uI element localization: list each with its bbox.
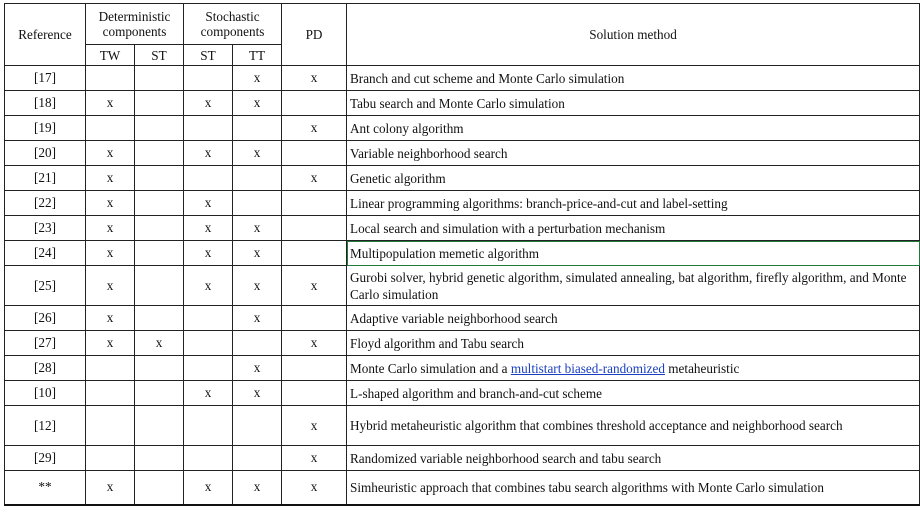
- cell-st-deterministic[interactable]: [135, 191, 184, 216]
- cell-st-stochastic[interactable]: [184, 116, 233, 141]
- cell-tw[interactable]: x: [86, 216, 135, 241]
- table-row: [5, 266, 920, 306]
- cell-reference[interactable]: [29]: [5, 446, 86, 471]
- cell-st-deterministic[interactable]: [135, 356, 184, 381]
- cell-solution-method[interactable]: Adaptive variable neighborhood search: [347, 306, 920, 331]
- cell-tt[interactable]: x: [233, 241, 282, 266]
- header-deterministic-components[interactable]: Deterministic components: [86, 4, 184, 45]
- cell-st-deterministic[interactable]: [135, 241, 184, 266]
- cell-solution-method[interactable]: Floyd algorithm and Tabu search: [347, 331, 920, 356]
- table-row: [5, 66, 920, 91]
- method-text-before-link: Monte Carlo simulation and a: [350, 360, 511, 376]
- cell-st-stochastic[interactable]: [184, 166, 233, 191]
- cell-reference[interactable]: [26]: [5, 306, 86, 331]
- cell-pd[interactable]: x: [282, 471, 347, 505]
- table-row: [5, 141, 920, 166]
- cell-reference[interactable]: [19]: [5, 116, 86, 141]
- hyperlink-multistart[interactable]: multistart biased-randomized: [510, 360, 665, 376]
- cell-st-stochastic[interactable]: x: [184, 91, 233, 116]
- header-pd[interactable]: PD: [282, 4, 347, 66]
- cell-reference[interactable]: [12]: [5, 406, 86, 446]
- cell-st-deterministic[interactable]: x: [135, 331, 184, 356]
- table-row: [5, 471, 920, 505]
- cell-solution-method[interactable]: [347, 356, 920, 381]
- header-tw[interactable]: TW: [86, 45, 135, 66]
- cell-tt[interactable]: [233, 166, 282, 191]
- selected-cell-solution-method[interactable]: Multipopulation memetic algorithm: [347, 241, 920, 266]
- cell-tt[interactable]: [233, 446, 282, 471]
- cell-tt[interactable]: x: [233, 306, 282, 331]
- method-text-after-link: metaheuristic: [665, 360, 740, 376]
- cell-solution-method[interactable]: Randomized variable neighborhood search and tabu search: [347, 446, 920, 471]
- literature-comparison-table: [4, 3, 920, 506]
- cell-st-stochastic[interactable]: [184, 66, 233, 91]
- cell-reference[interactable]: [10]: [5, 381, 86, 406]
- cell-tw[interactable]: x: [86, 191, 135, 216]
- cell-solution-method[interactable]: Branch and cut scheme and Monte Carlo simulation: [347, 66, 920, 91]
- cell-pd[interactable]: x: [282, 266, 347, 306]
- cell-solution-method[interactable]: Ant colony algorithm: [347, 116, 920, 141]
- cell-pd[interactable]: x: [282, 116, 347, 141]
- cell-st-stochastic[interactable]: [184, 446, 233, 471]
- cell-tw[interactable]: [86, 116, 135, 141]
- cell-pd[interactable]: x: [282, 166, 347, 191]
- cell-st-stochastic[interactable]: [184, 306, 233, 331]
- cell-tt[interactable]: [233, 406, 282, 446]
- header-reference[interactable]: Reference: [5, 4, 86, 66]
- cell-st-stochastic[interactable]: x: [184, 141, 233, 166]
- cell-tw[interactable]: [86, 381, 135, 406]
- cell-st-stochastic[interactable]: x: [184, 471, 233, 505]
- cell-tt[interactable]: x: [233, 266, 282, 306]
- cell-pd[interactable]: x: [282, 406, 347, 446]
- table-row: [5, 191, 920, 216]
- cell-reference[interactable]: [21]: [5, 166, 86, 191]
- cell-reference[interactable]: [20]: [5, 141, 86, 166]
- cell-st-deterministic[interactable]: [135, 266, 184, 306]
- header-st-deterministic[interactable]: ST: [135, 45, 184, 66]
- cell-reference[interactable]: [17]: [5, 66, 86, 91]
- cell-st-deterministic[interactable]: [135, 91, 184, 116]
- cell-tt[interactable]: x: [233, 356, 282, 381]
- cell-pd[interactable]: [282, 241, 347, 266]
- cell-tw[interactable]: [86, 356, 135, 381]
- table-row: [5, 241, 920, 266]
- cell-st-deterministic[interactable]: [135, 166, 184, 191]
- cell-st-stochastic[interactable]: [184, 331, 233, 356]
- cell-tt[interactable]: x: [233, 66, 282, 91]
- cell-reference[interactable]: [22]: [5, 191, 86, 216]
- cell-solution-method[interactable]: L-shaped algorithm and branch-and-cut scheme: [347, 381, 920, 406]
- cell-solution-method[interactable]: Simheuristic approach that combines tabu search algorithms with Monte Carlo simulation: [347, 471, 920, 505]
- cell-tt[interactable]: [233, 191, 282, 216]
- table-row: [5, 166, 920, 191]
- cell-tw[interactable]: x: [86, 266, 135, 306]
- cell-pd[interactable]: [282, 356, 347, 381]
- cell-reference[interactable]: **: [5, 471, 86, 505]
- cell-st-deterministic[interactable]: [135, 471, 184, 505]
- cell-tw[interactable]: x: [86, 306, 135, 331]
- cell-pd[interactable]: x: [282, 66, 347, 91]
- cell-pd[interactable]: [282, 381, 347, 406]
- cell-tw[interactable]: x: [86, 471, 135, 505]
- cell-st-deterministic[interactable]: [135, 306, 184, 331]
- table-row: [5, 306, 920, 331]
- cell-reference[interactable]: [24]: [5, 241, 86, 266]
- cell-solution-method[interactable]: Variable neighborhood search: [347, 141, 920, 166]
- cell-st-stochastic[interactable]: x: [184, 216, 233, 241]
- table-row: [5, 91, 920, 116]
- header-st-stochastic[interactable]: ST: [184, 45, 233, 66]
- table-row: [5, 406, 920, 446]
- cell-reference[interactable]: [28]: [5, 356, 86, 381]
- cell-pd[interactable]: [282, 306, 347, 331]
- cell-tw[interactable]: x: [86, 141, 135, 166]
- cell-tw[interactable]: x: [86, 241, 135, 266]
- table-row: [5, 356, 920, 381]
- cell-pd[interactable]: x: [282, 331, 347, 356]
- cell-solution-method[interactable]: Local search and simulation with a perturbation mechanism: [347, 216, 920, 241]
- cell-st-deterministic[interactable]: [135, 116, 184, 141]
- cell-pd[interactable]: [282, 91, 347, 116]
- cell-st-stochastic[interactable]: x: [184, 381, 233, 406]
- cell-st-deterministic[interactable]: [135, 446, 184, 471]
- cell-tw[interactable]: x: [86, 91, 135, 116]
- cell-reference[interactable]: [18]: [5, 91, 86, 116]
- cell-st-deterministic[interactable]: [135, 141, 184, 166]
- table-row: [5, 216, 920, 241]
- cell-tw[interactable]: x: [86, 166, 135, 191]
- cell-pd[interactable]: [282, 141, 347, 166]
- cell-st-deterministic[interactable]: [135, 406, 184, 446]
- cell-solution-method[interactable]: Linear programming algorithms: branch-price-and-cut and label-setting: [347, 191, 920, 216]
- cell-st-deterministic[interactable]: [135, 216, 184, 241]
- cell-tt[interactable]: x: [233, 91, 282, 116]
- table-row: [5, 446, 920, 471]
- cell-tw[interactable]: [86, 66, 135, 91]
- cell-solution-method[interactable]: Tabu search and Monte Carlo simulation: [347, 91, 920, 116]
- cell-reference[interactable]: [23]: [5, 216, 86, 241]
- cell-tt[interactable]: x: [233, 381, 282, 406]
- cell-reference[interactable]: [27]: [5, 331, 86, 356]
- cell-tw[interactable]: x: [86, 331, 135, 356]
- table-row: [5, 381, 920, 406]
- cell-pd[interactable]: [282, 191, 347, 216]
- cell-pd[interactable]: [282, 216, 347, 241]
- cell-st-stochastic[interactable]: [184, 356, 233, 381]
- cell-tt[interactable]: [233, 331, 282, 356]
- header-solution-method[interactable]: Solution method: [347, 4, 920, 66]
- cell-reference[interactable]: [25]: [5, 266, 86, 306]
- header-stochastic-components[interactable]: Stochastic components: [184, 4, 282, 45]
- cell-tw[interactable]: [86, 406, 135, 446]
- cell-st-stochastic[interactable]: x: [184, 191, 233, 216]
- cell-solution-method[interactable]: Hybrid metaheuristic algorithm that combines threshold acceptance and neighborhood search: [347, 406, 920, 446]
- cell-solution-method[interactable]: Genetic algorithm: [347, 166, 920, 191]
- cell-solution-method[interactable]: Gurobi solver, hybrid genetic algorithm, simulated annealing, bat algorithm, firefly algorithm, and Monte Carlo simulation: [347, 266, 920, 306]
- cell-pd[interactable]: x: [282, 446, 347, 471]
- header-tt[interactable]: TT: [233, 45, 282, 66]
- cell-st-deterministic[interactable]: [135, 381, 184, 406]
- cell-st-stochastic[interactable]: x: [184, 266, 233, 306]
- table-row: [5, 116, 920, 141]
- table-row: [5, 331, 920, 356]
- cell-st-stochastic[interactable]: x: [184, 241, 233, 266]
- cell-tt[interactable]: [233, 116, 282, 141]
- cell-st-deterministic[interactable]: [135, 66, 184, 91]
- cell-tt[interactable]: x: [233, 216, 282, 241]
- cell-st-stochastic[interactable]: [184, 406, 233, 446]
- cell-tw[interactable]: [86, 446, 135, 471]
- cell-tt[interactable]: x: [233, 141, 282, 166]
- cell-tt[interactable]: x: [233, 471, 282, 505]
